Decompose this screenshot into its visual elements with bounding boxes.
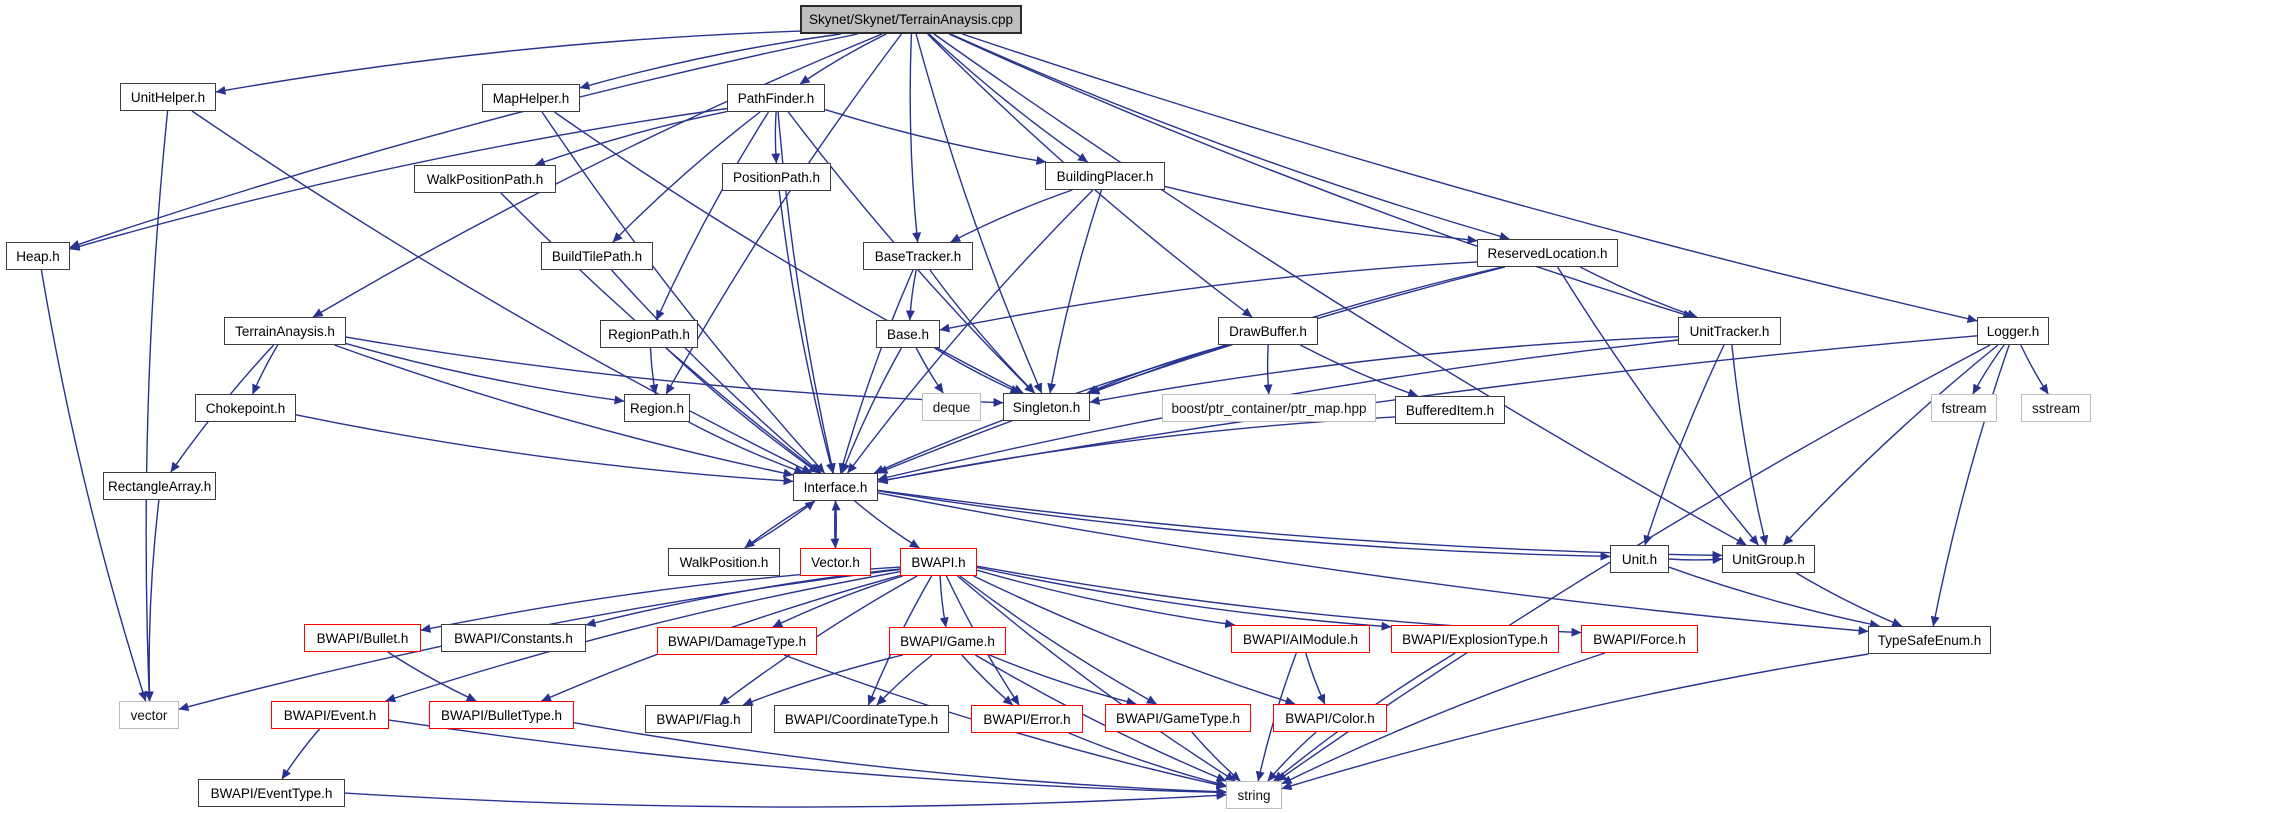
include-edge-bwapi-eventtype-h-to-string xyxy=(345,793,1226,807)
graph-node-bwapi-game-h: BWAPI/Game.h xyxy=(889,627,1006,655)
include-edge-terrainanaysis-h-to-chokepoint-h xyxy=(253,345,278,394)
include-edge-cpp-to-basetracker-h xyxy=(910,34,917,242)
include-edge-buildtilepath-h-to-interface-h xyxy=(612,270,822,473)
include-edge-reservedlocation-h-to-unitgroup-h xyxy=(1558,267,1759,545)
include-edge-pathfinder-h-to-regionpath-h xyxy=(657,112,769,320)
include-edge-base-h-to-singleton-h xyxy=(935,348,1020,393)
graph-node-bwapi-force-h: BWAPI/Force.h xyxy=(1581,625,1698,653)
include-edge-logger-h-to-typesafeenum-h xyxy=(1933,345,2009,626)
include-edge-interface-h-to-typesafeenum-h xyxy=(878,493,1868,632)
graph-node-walkposition-h[interactable]: WalkPosition.h xyxy=(668,548,780,576)
graph-node-bwapi-constants-h[interactable]: BWAPI/Constants.h xyxy=(441,624,586,652)
include-edge-bwapi-h-to-bwapi-constants-h xyxy=(586,569,900,625)
graph-node-bwapi-eventtype-h[interactable]: BWAPI/EventType.h xyxy=(198,779,345,807)
include-edge-cpp-to-pathfinder-h xyxy=(800,34,886,84)
include-edge-interface-h-to-unit-h xyxy=(878,491,1610,557)
graph-node-walkpositionpath-h[interactable]: WalkPositionPath.h xyxy=(414,165,556,193)
include-edge-rectanglearray-h-to-vector xyxy=(149,500,159,701)
graph-node-bwapi-h: BWAPI.h xyxy=(900,548,977,576)
graph-node-base-h[interactable]: Base.h xyxy=(876,320,940,348)
include-edge-interface-h-to-walkposition-h xyxy=(745,501,815,548)
graph-node-bwapi-coordinatetype-h[interactable]: BWAPI/CoordinateType.h xyxy=(774,705,949,733)
graph-node-bwapi-damagetype-h: BWAPI/DamageType.h xyxy=(657,627,817,655)
include-edge-terrainanaysis-h-to-interface-h xyxy=(334,345,793,475)
include-edge-bwapi-color-h-to-string xyxy=(1268,732,1316,781)
include-edge-cpp-to-heap-h xyxy=(70,34,858,247)
include-edge-reservedlocation-h-to-unittracker-h xyxy=(1580,267,1697,317)
include-edge-interface-h-to-unitgroup-h xyxy=(878,490,1722,555)
graph-node-reservedlocation-h[interactable]: ReservedLocation.h xyxy=(1477,239,1618,267)
graph-node-sstream: sstream xyxy=(2021,394,2091,422)
include-edge-pathfinder-h-to-heap-h xyxy=(70,109,727,250)
graph-node-typesafeenum-h[interactable]: TypeSafeEnum.h xyxy=(1868,626,1991,654)
graph-node-unit-h[interactable]: Unit.h xyxy=(1610,545,1669,573)
include-edge-base-h-to-interface-h xyxy=(842,348,901,473)
include-edge-basetracker-h-to-base-h xyxy=(910,270,916,320)
graph-node-bwapi-bullettype-h: BWAPI/BulletType.h xyxy=(429,701,574,729)
include-edge-pathfinder-h-to-buildingplacer-h xyxy=(825,110,1046,162)
include-edge-cpp-to-buildingplacer-h xyxy=(929,34,1088,162)
include-edge-unittracker-h-to-unitgroup-h xyxy=(1732,345,1766,545)
include-edge-unit-h-to-unitgroup-h xyxy=(1669,559,1722,560)
include-edge-pathfinder-h-to-positionpath-h xyxy=(775,112,776,163)
include-edge-chokepoint-h-to-interface-h xyxy=(296,415,793,482)
graph-node-heap-h[interactable]: Heap.h xyxy=(6,242,70,270)
graph-root-node-cpp: Skynet/Skynet/TerrainAnaysis.cpp xyxy=(800,5,1022,34)
include-edge-bwapi-gametype-h-to-string xyxy=(1192,732,1240,781)
graph-node-unithelper-h[interactable]: UnitHelper.h xyxy=(120,83,216,111)
include-edge-bwapi-event-h-to-bwapi-eventtype-h xyxy=(282,729,320,779)
include-edge-buildingplacer-h-to-basetracker-h xyxy=(951,190,1073,242)
graph-node-string: string xyxy=(1226,781,1282,809)
include-edge-unittracker-h-to-singleton-h xyxy=(1090,337,1678,403)
graph-node-regionpath-h[interactable]: RegionPath.h xyxy=(600,320,698,348)
include-edge-buffereditem-h-to-interface-h xyxy=(878,417,1395,482)
include-edge-unit-h-to-typesafeenum-h xyxy=(1669,567,1879,626)
graph-node-bwapi-error-h: BWAPI/Error.h xyxy=(971,705,1083,733)
graph-node-bwapi-aimodule-h: BWAPI/AIModule.h xyxy=(1231,625,1370,653)
include-edge-bwapi-h-to-bwapi-bullet-h xyxy=(421,567,900,630)
include-edge-regionpath-h-to-region-h xyxy=(651,348,656,394)
graph-node-bwapi-gametype-h: BWAPI/GameType.h xyxy=(1105,704,1251,732)
include-edge-cpp-to-unithelper-h xyxy=(216,31,800,92)
include-edge-interface-h-to-bwapi-h xyxy=(855,501,920,548)
graph-node-chokepoint-h[interactable]: Chokepoint.h xyxy=(195,394,296,422)
include-edge-drawbuffer-h-to-buffereditem-h xyxy=(1300,345,1417,396)
include-edge-logger-h-to-sstream xyxy=(2021,345,2048,394)
include-edge-bwapi-h-to-bwapi-force-h xyxy=(977,566,1581,632)
graph-node-positionpath-h[interactable]: PositionPath.h xyxy=(722,163,831,191)
graph-node-vector-h: Vector.h xyxy=(800,548,871,576)
graph-node-drawbuffer-h[interactable]: DrawBuffer.h xyxy=(1218,317,1318,345)
include-edge-base-h-to-deque xyxy=(916,348,943,393)
graph-node-bwapi-color-h: BWAPI/Color.h xyxy=(1273,704,1387,732)
graph-node-unitgroup-h[interactable]: UnitGroup.h xyxy=(1722,545,1815,573)
include-edge-drawbuffer-h-to-boost xyxy=(1268,345,1269,394)
include-edge-bwapi-h-to-bwapi-game-h xyxy=(940,576,946,627)
include-edge-bwapi-h-to-string xyxy=(958,576,1236,781)
include-edge-bwapi-aimodule-h-to-bwapi-color-h xyxy=(1306,653,1325,704)
include-edge-pathfinder-h-to-walkpositionpath-h xyxy=(535,112,727,165)
graph-node-vector: vector xyxy=(119,701,179,729)
graph-node-bwapi-flag-h[interactable]: BWAPI/Flag.h xyxy=(645,705,752,733)
include-edge-bwapi-bullettype-h-to-string xyxy=(574,723,1226,792)
graph-node-interface-h[interactable]: Interface.h xyxy=(793,473,878,501)
graph-node-buildtilepath-h[interactable]: BuildTilePath.h xyxy=(541,242,653,270)
graph-node-basetracker-h[interactable]: BaseTracker.h xyxy=(863,242,973,270)
include-edge-cpp-to-unitgroup-h xyxy=(934,34,1746,545)
graph-node-bwapi-explosiontype-h: BWAPI/ExplosionType.h xyxy=(1391,625,1559,653)
include-edge-unithelper-h-to-vector xyxy=(146,111,167,701)
graph-node-bwapi-bullet-h: BWAPI/Bullet.h xyxy=(304,624,421,652)
graph-node-bwapi-event-h: BWAPI/Event.h xyxy=(271,701,389,729)
graph-node-singleton-h[interactable]: Singleton.h xyxy=(1003,393,1090,421)
include-edge-cpp-to-maphelper-h xyxy=(580,34,841,88)
graph-node-pathfinder-h[interactable]: PathFinder.h xyxy=(727,84,825,112)
graph-node-boost: boost/ptr_container/ptr_map.hpp xyxy=(1162,394,1376,422)
graph-node-unittracker-h[interactable]: UnitTracker.h xyxy=(1678,317,1781,345)
graph-node-rectanglearray-h[interactable]: RectangleArray.h xyxy=(103,472,216,500)
include-edge-unitgroup-h-to-typesafeenum-h xyxy=(1796,573,1901,626)
include-edge-vector-h-to-interface-h xyxy=(836,501,837,548)
include-edge-buildingplacer-h-to-singleton-h xyxy=(1050,190,1102,393)
graph-node-region-h[interactable]: Region.h xyxy=(624,394,690,422)
include-edge-buildingplacer-h-to-reservedlocation-h xyxy=(1165,186,1477,240)
graph-node-buffereditem-h[interactable]: BufferedItem.h xyxy=(1395,396,1505,424)
graph-node-fstream: fstream xyxy=(1931,394,1997,422)
include-edge-logger-h-to-unitgroup-h xyxy=(1784,345,1999,545)
graph-node-buildingplacer-h[interactable]: BuildingPlacer.h xyxy=(1045,162,1165,190)
include-edge-unittracker-h-to-unit-h xyxy=(1645,345,1724,545)
graph-node-logger-h[interactable]: Logger.h xyxy=(1977,317,2049,345)
graph-node-terrainanaysis-h[interactable]: TerrainAnaysis.h xyxy=(224,317,346,345)
include-edge-walkposition-h-to-interface-h xyxy=(745,501,815,548)
graph-node-deque: deque xyxy=(922,393,981,421)
graph-node-maphelper-h[interactable]: MapHelper.h xyxy=(482,84,580,112)
